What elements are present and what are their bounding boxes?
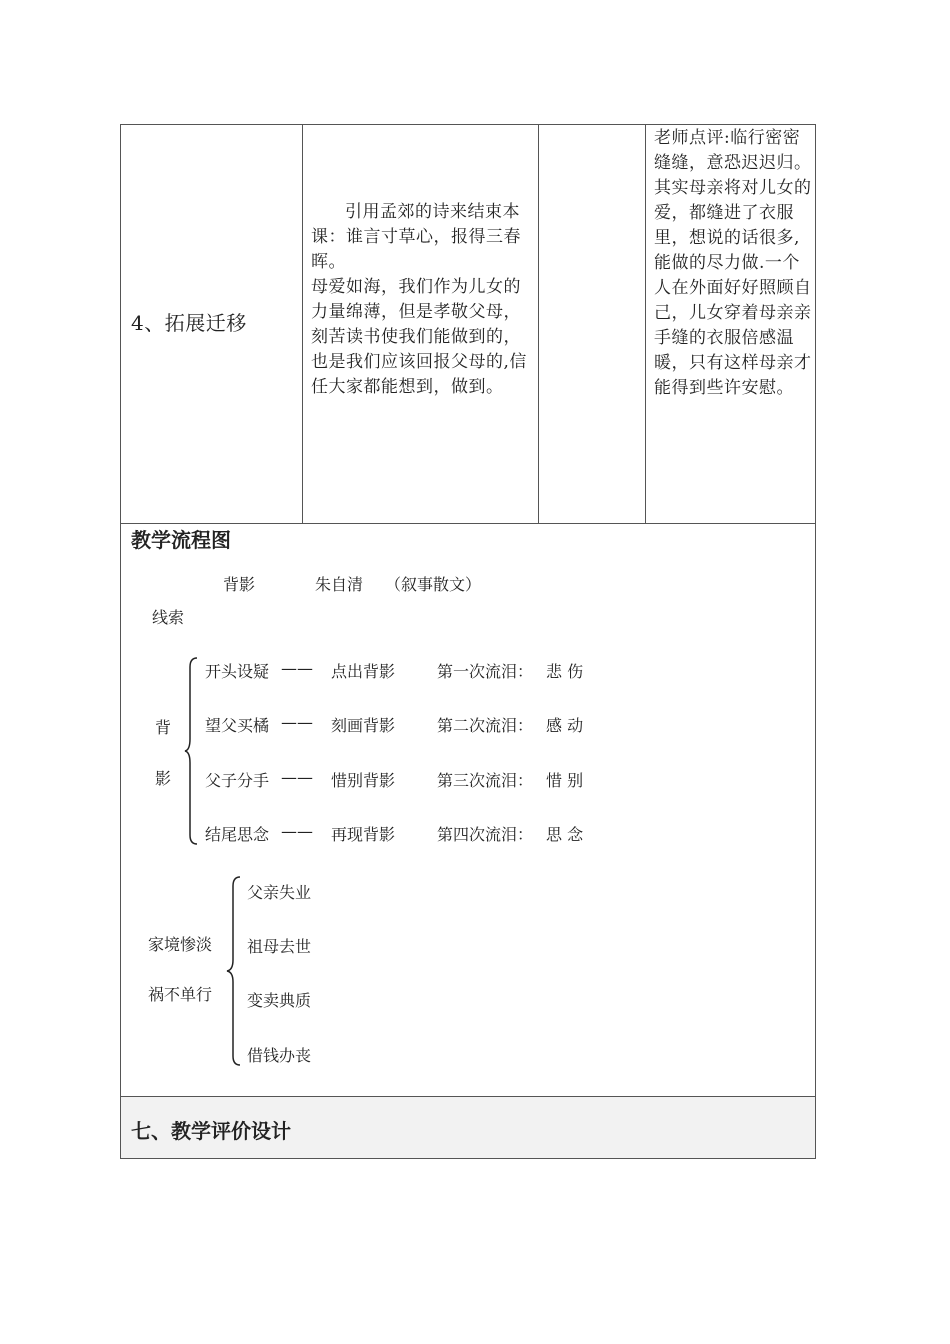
scene-label: 惜别背影: [331, 771, 396, 790]
event-label: 结尾思念: [205, 825, 270, 844]
family-item: 借钱办丧: [247, 1046, 312, 1065]
tears-label: 第一次流泪：: [437, 662, 534, 681]
activity-paragraph: 母爱如海，我们作为儿女的力量绵薄，但是孝敬父母，刻苦读书使我们能做到的，也是我们应该回报父母的,信任大家都能想到，做到。: [311, 277, 527, 397]
flowchart-title: 背影: [223, 575, 256, 594]
clue-label: 线索: [152, 608, 185, 627]
stage-label: 4、拓展迁移: [131, 311, 247, 335]
family-label: 祸不单行: [148, 985, 213, 1004]
connector-dash: ——: [281, 768, 313, 787]
side-label: 影: [155, 769, 172, 788]
family-item: 变卖典质: [247, 991, 312, 1010]
emotion-label: 思 念: [546, 825, 584, 844]
scene-label: 再现背影: [331, 825, 396, 844]
scene-label: 刻画背影: [331, 716, 396, 735]
emotion-label: 惜 别: [546, 771, 584, 790]
flowchart-heading: 教学流程图: [131, 528, 231, 552]
connector-dash: ——: [281, 713, 313, 732]
connector-dash: ——: [281, 822, 313, 841]
teacher-comment-text: 老师点评:临行密密缝缝，意恐迟迟归。其实母亲将对儿女的爱，都缝进了衣服里，想说的话很多,能做的尽力做.一个人在外面好好照顾自己，儿女穿着母亲亲手缝的衣服倍感温暖，只有这样母亲才能得到些许安慰。: [654, 128, 812, 398]
event-label: 开头设疑: [205, 662, 270, 681]
flowchart-author: 朱自清: [315, 575, 364, 594]
left-brace-icon: [184, 657, 200, 845]
event-label: 父子分手: [205, 771, 270, 790]
flowchart-genre: （叙事散文）: [385, 575, 482, 594]
emotion-label: 悲 伤: [546, 662, 584, 681]
connector-dash: ——: [281, 659, 313, 678]
evaluation-heading: 七、教学评价设计: [131, 1119, 291, 1143]
activity-paragraph: 引用孟郊的诗来结束本课：谁言寸草心，报得三春晖。: [311, 202, 521, 272]
table-column-divider: [302, 124, 303, 524]
tears-label: 第四次流泪：: [437, 825, 534, 844]
tears-label: 第三次流泪：: [437, 771, 534, 790]
family-item: 父亲失业: [247, 883, 312, 902]
emotion-label: 感 动: [546, 716, 584, 735]
family-label: 家境惨淡: [148, 935, 213, 954]
teaching-activity-cell: [311, 200, 527, 400]
tears-label: 第二次流泪：: [437, 716, 534, 735]
event-label: 望父买橘: [205, 716, 270, 735]
side-label: 背: [155, 718, 172, 737]
teacher-comment-cell: [654, 126, 814, 401]
scene-label: 点出背影: [331, 662, 396, 681]
table-column-divider: [645, 124, 646, 524]
family-item: 祖母去世: [247, 937, 312, 956]
left-brace-icon: [226, 876, 242, 1066]
table-column-divider: [538, 124, 539, 524]
table-row-divider: [120, 1096, 816, 1097]
